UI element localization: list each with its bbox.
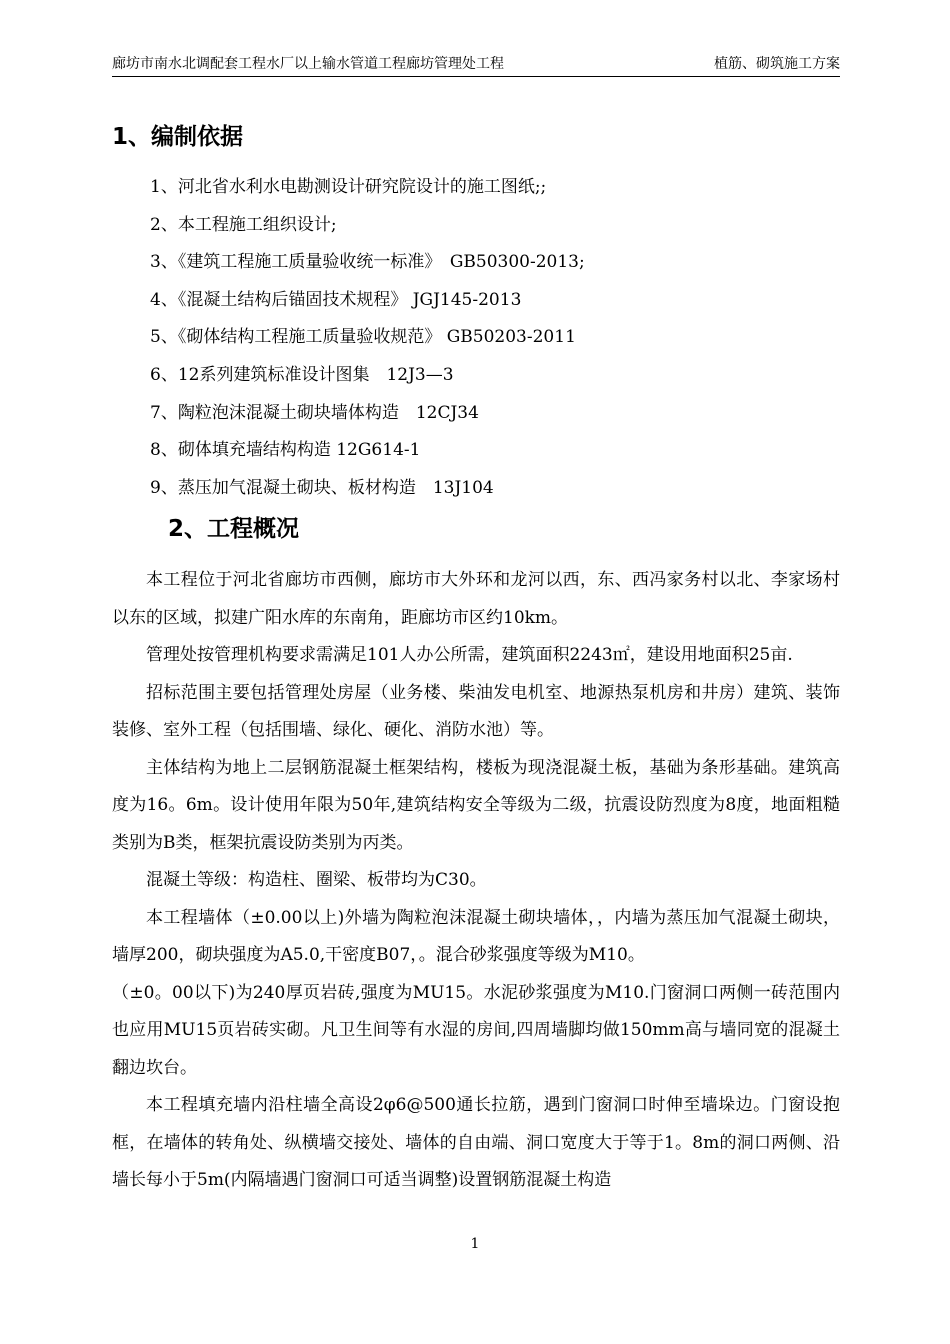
page-number: 1 xyxy=(470,1236,480,1252)
reference-item: 3、《建筑工程施工质量验收统一标准》 GB50300-2013; xyxy=(150,252,585,273)
section-2-heading: 2、工程概况 xyxy=(168,516,300,542)
reference-item: 9、蒸压加气混凝土砌块、板材构造 13J104 xyxy=(150,477,494,498)
body-paragraph: 主体结构为地上二层钢筋混凝土框架结构，楼板为现浇混凝土板，基础为条形基础。建筑高度为16。6m。设计使用年限为50年,建筑结构安全等级为二级，抗震设防烈度为8度，地面粗糙类别为B类，框架抗震设防类别为丙类。 xyxy=(112,757,840,853)
section-1-heading: 1、编制依据 xyxy=(112,124,244,150)
page-header xyxy=(112,56,840,77)
project-overview-body xyxy=(112,562,840,1200)
reference-item: 5、《砌体结构工程施工质量验收规范》 GB50203-2011 xyxy=(150,327,576,348)
header-document-title: 植筋、砌筑施工方案 xyxy=(714,56,840,72)
body-paragraph: 本工程填充墙内沿柱墙全高设2φ6@500通长拉筋，遇到门窗洞口时伸至墙垛边。门窗设抱框，在墙体的转角处、纵横墙交接处、墙体的自由端、洞口宽度大于等于1。8m的洞口两侧、沿墙长每小于5m(内隔墙遇门窗洞口可适当调整)设置钢筋混凝土构造 xyxy=(112,1095,840,1190)
body-paragraph: 本工程位于河北省廊坊市西侧，廊坊市大外环和龙河以西，东、西冯家务村以北、李家场村以东的区域，拟建广阳水库的东南角，距廊坊市区约10km。 xyxy=(112,570,840,628)
reference-item: 4、《混凝土结构后锚固技术规程》 JGJ145-2013 xyxy=(150,289,522,310)
reference-item: 8、砌体填充墙结构构造 12G614-1 xyxy=(150,440,421,461)
reference-item: 7、陶粒泡沫混凝土砌块墙体构造 12CJ34 xyxy=(150,402,479,423)
header-project-title: 廊坊市南水北调配套工程水厂以上输水管道工程廊坊管理处工程 xyxy=(112,56,504,72)
body-paragraph: 本工程墙体（±0.00以上)外墙为陶粒泡沫混凝土砌块墙体，，内墙为蒸压加气混凝土砌块，墙厚200，砌块强度为A5.0,干密度B07，。混合砂浆强度等级为M10。 xyxy=(112,907,840,965)
body-paragraph: 混凝土等级：构造柱、圈梁、板带均为C30。 xyxy=(146,870,487,890)
body-paragraph: 管理处按管理机构要求需满足101人办公所需，建筑面积2243㎡，建设用地面积25亩. xyxy=(146,645,793,665)
body-paragraph: （±0。00以下)为240厚页岩砖,强度为MU15。水泥砂浆强度为M10.门窗洞口两侧一砖范围内也应用MU15页岩砖实砌。凡卫生间等有水湿的房间,四周墙脚均做150mm高与墙同宽的混凝土翻边坎台。 xyxy=(112,982,840,1078)
reference-item: 6、12系列建筑标准设计图集 12J3—3 xyxy=(150,364,454,385)
reference-item: 1、河北省水利水电勘测设计研究院设计的施工图纸;; xyxy=(150,177,547,197)
reference-item: 2、本工程施工组织设计; xyxy=(150,214,337,235)
body-paragraph: 招标范围主要包括管理处房屋（业务楼、柴油发电机室、地源热泵机房和井房）建筑、装饰装修、室外工程（包括围墙、绿化、硬化、消防水池）等。 xyxy=(112,682,840,740)
reference-list xyxy=(150,174,585,512)
